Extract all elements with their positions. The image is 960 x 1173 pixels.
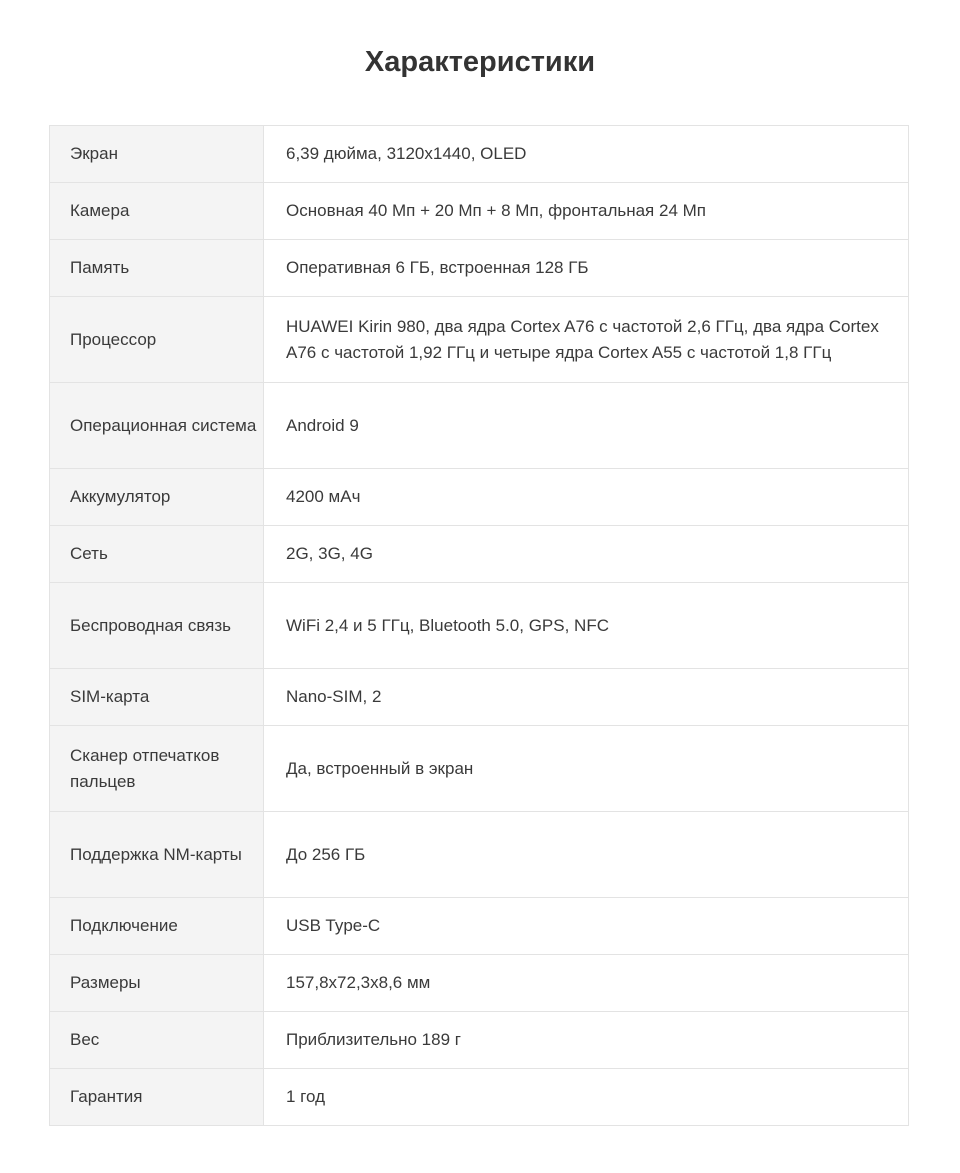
spec-value: Основная 40 Мп + 20 Мп + 8 Мп, фронтальная 24 Мп	[264, 183, 909, 240]
spec-row-memory	[50, 240, 909, 297]
spec-row-fingerprint	[50, 726, 909, 812]
spec-value: Android 9	[264, 383, 909, 469]
spec-label: Операционная система	[50, 383, 264, 469]
spec-row-wireless	[50, 583, 909, 669]
spec-row-screen	[50, 126, 909, 183]
spec-value: До 256 ГБ	[264, 812, 909, 898]
spec-value: 2G, 3G, 4G	[264, 526, 909, 583]
spec-label: Процессор	[50, 297, 264, 383]
spec-value: WiFi 2,4 и 5 ГГц, Bluetooth 5.0, GPS, NFC	[264, 583, 909, 669]
spec-row-os	[50, 383, 909, 469]
spec-label: Аккумулятор	[50, 469, 264, 526]
spec-value: HUAWEI Kirin 980, два ядра Cortex A76 с частотой 2,6 ГГц, два ядра Cortex A76 с частотой 1,92 ГГц и четыре ядра Cortex A55 с частотой 1,8 ГГц	[264, 297, 909, 383]
spec-value: USB Type-C	[264, 898, 909, 955]
spec-value: Приблизительно 189 г	[264, 1012, 909, 1069]
spec-row-network	[50, 526, 909, 583]
spec-row-dimensions	[50, 955, 909, 1012]
spec-row-processor	[50, 297, 909, 383]
spec-label: Гарантия	[50, 1069, 264, 1126]
spec-row-nm-card	[50, 812, 909, 898]
page-title: Характеристики	[364, 46, 596, 78]
spec-row-connection	[50, 898, 909, 955]
spec-label: Память	[50, 240, 264, 297]
spec-value: 4200 мАч	[264, 469, 909, 526]
spec-row-weight	[50, 1012, 909, 1069]
spec-row-warranty	[50, 1069, 909, 1126]
spec-table	[49, 125, 909, 1126]
spec-label: Камера	[50, 183, 264, 240]
spec-value: 6,39 дюйма, 3120x1440, OLED	[264, 126, 909, 183]
spec-value: 1 год	[264, 1069, 909, 1126]
spec-row-battery	[50, 469, 909, 526]
spec-value: 157,8x72,3x8,6 мм	[264, 955, 909, 1012]
spec-row-camera	[50, 183, 909, 240]
spec-label: Сеть	[50, 526, 264, 583]
spec-label: Сканер отпечатков пальцев	[50, 726, 264, 812]
spec-label: Поддержка NM-карты	[50, 812, 264, 898]
spec-value: Да, встроенный в экран	[264, 726, 909, 812]
spec-row-sim	[50, 669, 909, 726]
spec-value: Оперативная 6 ГБ, встроенная 128 ГБ	[264, 240, 909, 297]
spec-label: SIM-карта	[50, 669, 264, 726]
spec-label: Вес	[50, 1012, 264, 1069]
spec-label: Подключение	[50, 898, 264, 955]
spec-label: Размеры	[50, 955, 264, 1012]
spec-value: Nano-SIM, 2	[264, 669, 909, 726]
spec-label: Беспроводная связь	[50, 583, 264, 669]
spec-label: Экран	[50, 126, 264, 183]
